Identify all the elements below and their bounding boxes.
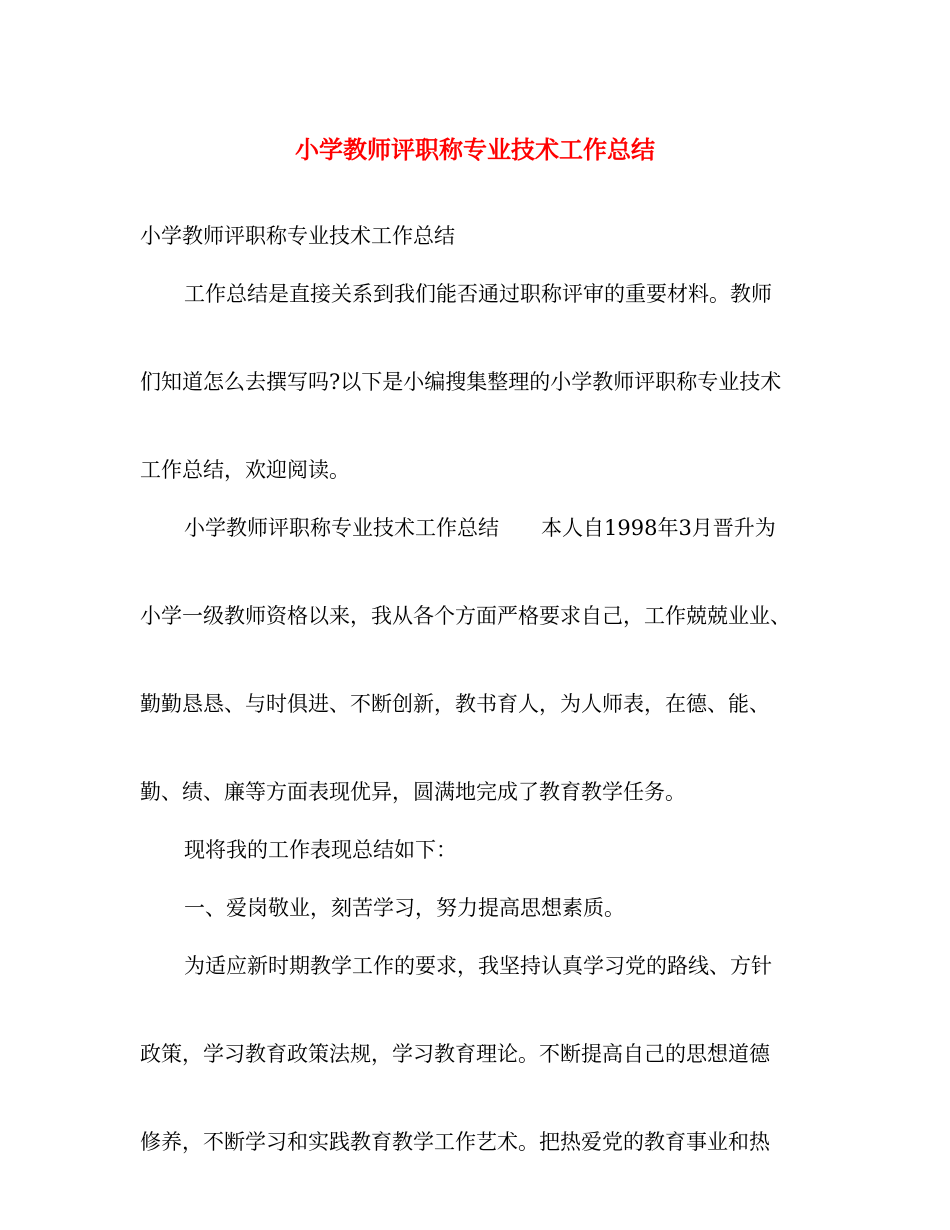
paragraph-line: 小学一级教师资格以来，我从各个方面严格要求自己，工作兢兢业业、 xyxy=(140,604,791,628)
paragraph-line: 小学教师评职称专业技术工作总结 本人自1998年3月晋升为 xyxy=(184,516,776,540)
paragraph-line: 工作总结是直接关系到我们能否通过职称评审的重要材料。教师 xyxy=(184,282,772,306)
paragraph-line: 们知道怎么去撰写吗?以下是小编搜集整理的小学教师评职称专业技术 xyxy=(140,370,782,394)
paragraph-line: 工作总结，欢迎阅读。 xyxy=(140,458,350,482)
paragraph-line: 为适应新时期教学工作的要求，我坚持认真学习党的路线、方针 xyxy=(184,954,772,978)
subtitle-line: 小学教师评职称专业技术工作总结 xyxy=(140,224,455,248)
paragraph-line: 政策，学习教育政策法规，学习教育理论。不断提高自己的思想道德 xyxy=(140,1042,770,1066)
section-heading: 一、爱岗敬业，刻苦学习，努力提高思想素质。 xyxy=(184,896,625,920)
document-body xyxy=(140,214,810,1164)
paragraph-line: 勤、绩、廉等方面表现优异，圆满地完成了教育教学任务。 xyxy=(140,780,686,804)
paragraph-line: 勤勤恳恳、与时俱进、不断创新，教书育人，为人师表，在德、能、 xyxy=(140,692,770,716)
document-title: 小学教师评职称专业技术工作总结 xyxy=(295,135,655,164)
paragraph-line: 修养，不断学习和实践教育教学工作艺术。把热爱党的教育事业和热 xyxy=(140,1130,770,1154)
paragraph-line: 现将我的工作表现总结如下： xyxy=(184,838,457,862)
